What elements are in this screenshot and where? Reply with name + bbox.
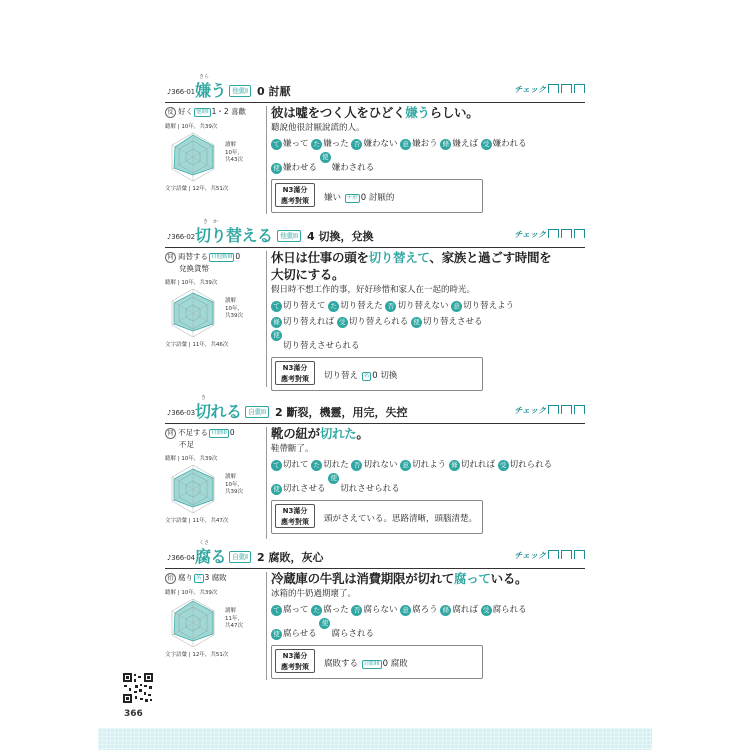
- vocab-stat: 文字語彙 | 11年，共46次: [165, 342, 229, 348]
- example-sentence: 靴の紐が切れた。: [271, 426, 369, 441]
- headword: 嫌う: [195, 81, 227, 100]
- audio-track-label[interactable]: ♪366-02: [167, 233, 195, 241]
- read-stat: 讀解: [225, 298, 237, 304]
- vocab-stat: 文字語彙 | 11年，共47次: [165, 518, 229, 524]
- bottom-decorative-band: [98, 728, 652, 750]
- conj-vol: 意 腐ろう: [400, 605, 438, 615]
- conj-pass: 受 切れられる: [498, 460, 553, 470]
- translation: 鞋帶斷了。: [271, 444, 314, 454]
- conj-caus: 使 腐らせる: [271, 629, 317, 639]
- entry-header: [165, 540, 585, 569]
- accent-and-meaning: 2 斷裂，機靈，用完，失控: [275, 406, 408, 419]
- check-boxes[interactable]: チェック: [514, 405, 585, 416]
- headword: 腐る: [195, 547, 227, 566]
- translation: 聽說他很討厭說謊的人。: [271, 123, 365, 133]
- example-panel: [271, 425, 583, 534]
- read-stat: 讀解: [225, 608, 237, 614]
- n3-tip-text: 切り替え 名 0 切換: [324, 371, 398, 381]
- conj-cond: 條 腐れば: [440, 605, 478, 615]
- example-sentence: 休日は仕事の頭を切り替えて、家族と過ごす時間を 大切にする。: [271, 250, 552, 282]
- conj-cond: 條 切れれば: [449, 460, 495, 470]
- read-stat-count: 共39次: [225, 489, 243, 495]
- conj-ta: た 腐った: [311, 605, 349, 615]
- example-panel: [271, 104, 583, 213]
- read-stat-years: 10年，: [225, 482, 243, 488]
- n3-tip-box: [271, 645, 483, 679]
- audio-track-label[interactable]: ♪366-01: [167, 88, 195, 96]
- word-ruby: き: [201, 395, 207, 401]
- conj-te: て 切り替えて: [271, 301, 326, 311]
- check-boxes[interactable]: チェック: [514, 229, 585, 240]
- conj-ta: た 嫌った: [311, 139, 349, 149]
- conj-pass: 受 切り替えられる: [337, 317, 409, 327]
- conj-ta: た 切れた: [311, 460, 349, 470]
- read-stat-years: 10年，: [225, 306, 243, 312]
- n3-tip-text: 嫌い ナ形 0 討厭的: [324, 193, 395, 203]
- related-word-panel: [165, 106, 263, 192]
- conj-neg: 否 腐らない: [351, 605, 397, 615]
- entry-kireru: [165, 395, 585, 535]
- check-boxes[interactable]: チェック: [514, 550, 585, 561]
- read-stat-count: 共39次: [225, 313, 243, 319]
- headword: 切り替える: [195, 226, 273, 245]
- conj-caus-pass: 使受 切れさせられる: [328, 484, 400, 494]
- related-word-panel: [165, 572, 263, 658]
- accent-and-meaning: 2 腐敗，灰心: [257, 551, 324, 564]
- qr-code-icon[interactable]: [122, 672, 154, 704]
- radar-chart-icon: [165, 285, 221, 341]
- read-stat-count: 共47次: [225, 623, 243, 629]
- conj-te: て 腐って: [271, 605, 309, 615]
- conj-pass: 受 嫌われる: [481, 139, 527, 149]
- conj-te: て 切れて: [271, 460, 309, 470]
- conj-neg: 否 切り替えない: [385, 301, 448, 311]
- radar-chart-icon: [165, 461, 221, 517]
- word-ruby: き か: [203, 219, 219, 225]
- read-stat-count: 共43次: [225, 157, 243, 163]
- page-number: 366: [124, 709, 143, 719]
- conj-te: て 嫌って: [271, 139, 309, 149]
- synonym-icon: 同: [165, 428, 176, 439]
- antonym-icon: 反: [165, 107, 176, 118]
- divider: [266, 251, 267, 387]
- listen-stat: 聽解 | 10年，共39次: [165, 124, 218, 130]
- vocab-stat: 文字語彙 | 12年，共51次: [165, 186, 229, 192]
- read-stat-years: 10年，: [225, 150, 243, 156]
- entry-header: [165, 219, 585, 248]
- conj-caus: 使 切り替えさせる: [411, 317, 483, 327]
- related-word-panel: [165, 251, 263, 348]
- conj-caus-pass: 使受 腐らされる: [319, 629, 374, 639]
- conjugation-list: [271, 457, 583, 497]
- entry-header: [165, 395, 585, 424]
- conj-ta: た 切り替えた: [328, 301, 383, 311]
- n3-tip-text: 頭がさえている。思路清晰，頭腦清楚。: [324, 514, 478, 524]
- verb-type-tag: 自動I: [229, 551, 251, 563]
- divider: [266, 106, 267, 214]
- listen-stat: 聽解 | 10年，共39次: [165, 456, 218, 462]
- conj-cond: 條 切り替えれば: [271, 317, 334, 327]
- n3-badge: N3滿分 應考對策: [275, 361, 315, 385]
- verb-type-tag: 他動II: [277, 230, 301, 242]
- related-word: 同 両替する 自他動III 0: [165, 251, 263, 263]
- conj-caus-pass: 使受 切り替えさせられる: [271, 341, 360, 351]
- conj-caus-pass: 使受 嫌わされる: [320, 163, 375, 173]
- translation: 假日時不想工作的事，好好珍惜和家人在一起的時光。: [271, 285, 476, 295]
- conj-vol: 意 切り替えよう: [451, 301, 514, 311]
- word-ruby: くさ: [199, 540, 210, 546]
- entry-kirau: [165, 74, 585, 214]
- translation: 冰箱的牛奶過期壞了。: [271, 589, 357, 599]
- accent-and-meaning: 4 切換，兌換: [307, 230, 374, 243]
- n3-tip-box: [271, 179, 483, 213]
- conj-neg: 否 嫌わない: [351, 139, 397, 149]
- conjugation-list: [271, 602, 583, 642]
- entry-kusaru: [165, 540, 585, 680]
- accent-and-meaning: 0 討厭: [257, 85, 291, 98]
- entry-kirikaeru: [165, 219, 585, 389]
- word-ruby: きら: [199, 74, 210, 80]
- example-sentence: 冷蔵庫の牛乳は消費期限が切れて腐っている。: [271, 571, 528, 586]
- radar-chart-icon: [165, 129, 221, 185]
- example-panel: [271, 570, 583, 679]
- related-meaning: 兌換貨幣: [179, 264, 209, 273]
- conjugation-list: [271, 298, 583, 354]
- conj-caus: 使 切れさせる: [271, 484, 326, 494]
- conj-neg: 否 切れない: [351, 460, 397, 470]
- related-word-panel: [165, 427, 263, 524]
- n3-badge: N3滿分 應考對策: [275, 649, 315, 673]
- n3-badge: N3滿分 應考對策: [275, 504, 315, 528]
- radar-chart-icon: [165, 595, 221, 651]
- related-meaning: 不足: [179, 440, 194, 449]
- related-word: 衍 腐り 名 3 腐敗: [165, 572, 263, 584]
- read-stat: 讀解: [225, 142, 237, 148]
- read-stat-years: 11年，: [225, 616, 243, 622]
- example-sentence: 彼は嘘をつく人をひどく嫌うらしい。: [271, 105, 479, 120]
- n3-tip-text: 腐敗する 自動III 0 腐敗: [324, 659, 408, 669]
- listen-stat: 聽解 | 10年，共39次: [165, 590, 218, 596]
- n3-tip-box: [271, 500, 483, 534]
- headword: 切れる: [195, 402, 242, 421]
- conjugation-list: [271, 136, 583, 176]
- n3-badge: N3滿分 應考對策: [275, 183, 315, 207]
- audio-track-label[interactable]: ♪366-04: [167, 554, 195, 562]
- audio-track-label[interactable]: ♪366-03: [167, 409, 195, 417]
- related-word: 同 不足する 自動III 0: [165, 427, 263, 439]
- synonym-icon: 同: [165, 252, 176, 263]
- conj-vol: 意 切れよう: [400, 460, 446, 470]
- verb-type-tag: 他動I: [229, 85, 251, 97]
- derived-icon: 衍: [165, 573, 176, 584]
- conj-pass: 受 腐られる: [481, 605, 527, 615]
- example-panel: [271, 249, 583, 391]
- listen-stat: 聽解 | 10年，共39次: [165, 280, 218, 286]
- check-boxes[interactable]: チェック: [514, 84, 585, 95]
- read-stat: 讀解: [225, 474, 237, 480]
- entry-header: [165, 74, 585, 103]
- divider: [266, 427, 267, 539]
- conj-vol: 意 嫌おう: [400, 139, 438, 149]
- n3-tip-box: [271, 357, 483, 391]
- verb-type-tag: 自動II: [245, 406, 269, 418]
- conj-cond: 條 嫌えば: [440, 139, 478, 149]
- related-word: 反 好く 他動I 1・2 喜歡: [165, 106, 263, 118]
- vocab-stat: 文字語彙 | 12年，共51次: [165, 652, 229, 658]
- divider: [266, 572, 267, 680]
- conj-caus: 使 嫌わせる: [271, 163, 317, 173]
